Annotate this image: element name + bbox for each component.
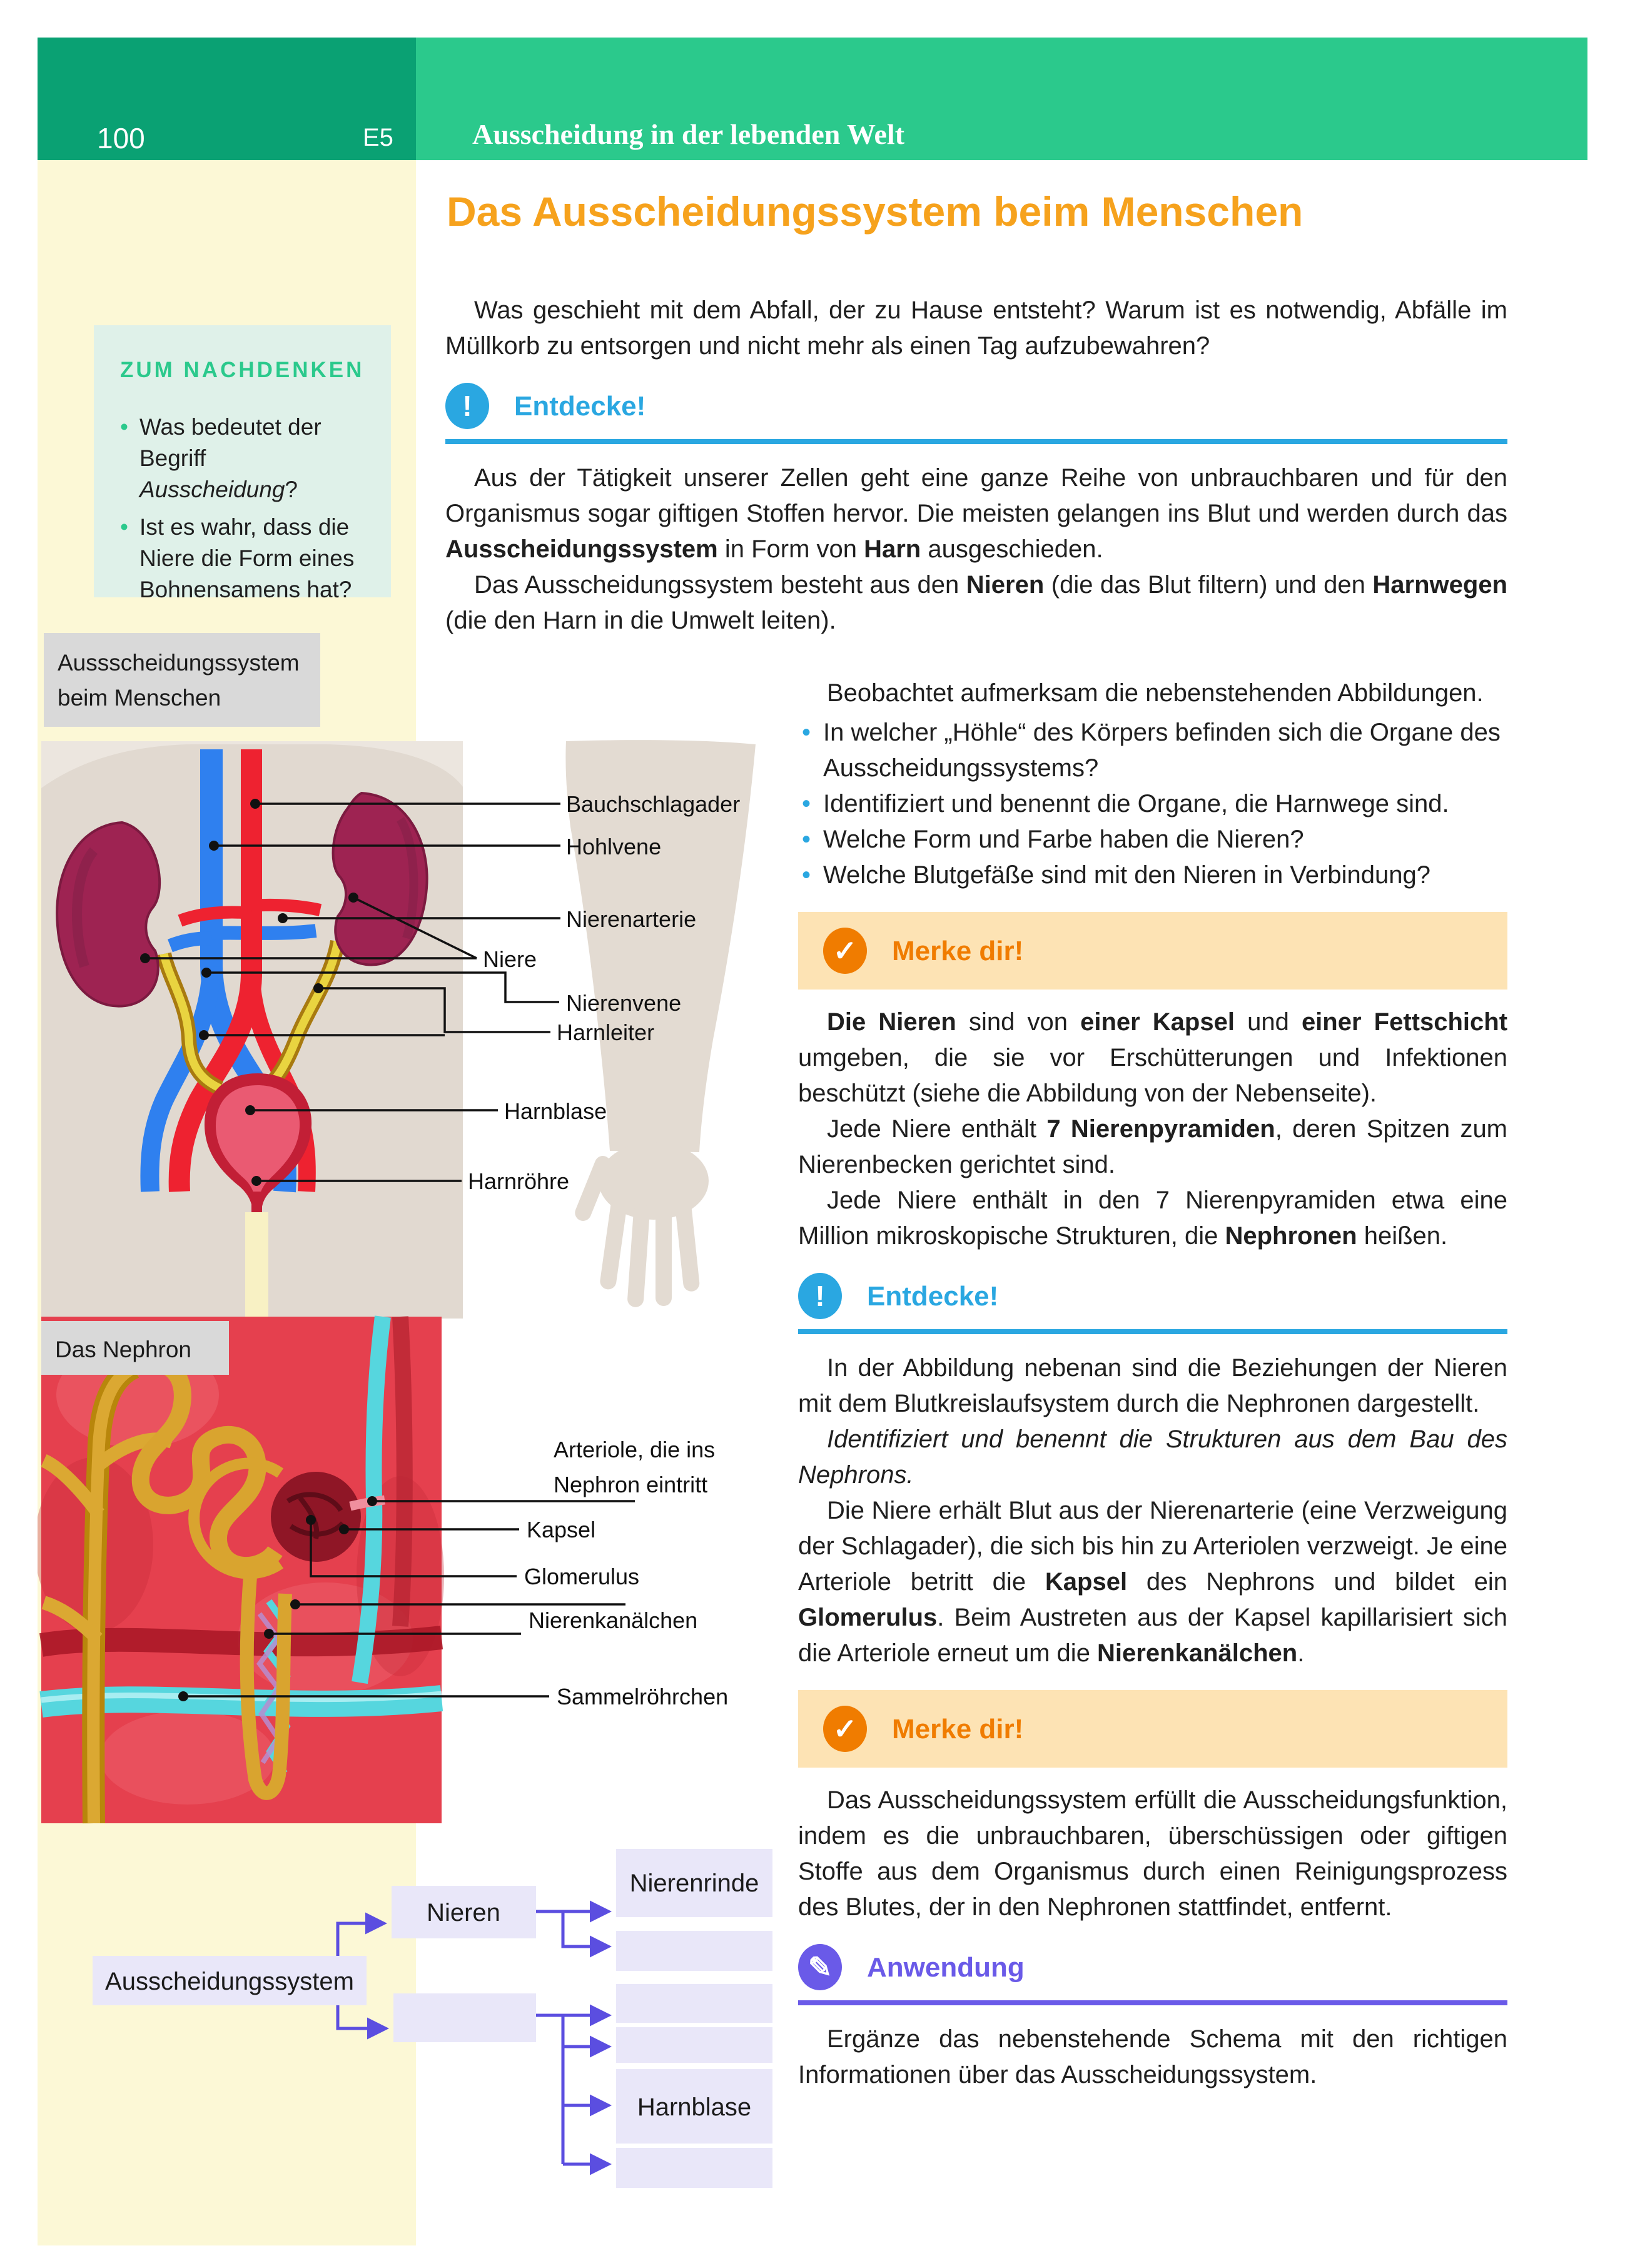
think-box-item <box>120 512 367 605</box>
label-nierenkanaelchen: Nierenkanälchen <box>529 1607 698 1633</box>
label-glomerulus: Glomerulus <box>524 1564 640 1589</box>
intro-paragraph: Was geschieht mit dem Abfall, der zu Hause entsteht? Warum ist es notwendig, Abfälle im Müllkorb zu entsorgen und nicht mehr als einen Tag aufzubewahren? <box>445 296 1507 360</box>
bullet-dot-icon: • <box>120 414 128 440</box>
header-dark-band <box>38 38 416 160</box>
question-text: In welcher „Höhle“ des Körpers befinden sich die Organe des Ausscheidungssystems? <box>823 719 1501 782</box>
merke-box <box>798 1690 1507 1768</box>
label-harnleiter: Harnleiter <box>557 1020 655 1045</box>
bullet-dot-icon: • <box>802 719 811 746</box>
figure-caption-line1: Aussscheidungssystem <box>58 650 300 676</box>
page-title: Das Ausscheidungssystem beim Menschen <box>447 188 1304 235</box>
entdecke-rule <box>798 1329 1507 1334</box>
label-bauchschlagader: Bauchschlagader <box>566 791 741 817</box>
body-paragraph: Ergänze das nebenstehende Schema mit den richtigen Informationen über das Ausscheidungssystem. <box>798 2025 1507 2088</box>
merke-box <box>798 912 1507 990</box>
think-box-title: ZUM NACHDENKEN <box>120 358 365 382</box>
pencil-icon: ✎ <box>798 1944 842 1990</box>
anwendung-section-header <box>798 1944 1507 1990</box>
question-list <box>798 715 1507 893</box>
glomerulus-ball <box>271 1472 361 1562</box>
label-harnroehre: Harnröhre <box>468 1168 570 1194</box>
exclamation-icon: ! <box>798 1273 842 1319</box>
schema-empty-box[interactable] <box>616 2027 772 2063</box>
label-sammelroehrchen: Sammelröhrchen <box>557 1684 729 1709</box>
think-box-item-text: Was bedeutet der Begriff Ausscheidung? <box>139 414 321 502</box>
body-paragraph: Das Ausscheidungssystem erfüllt die Ausscheidungsfunktion, indem es die unbrauchbaren, überschüssigen oder giftigen Stoffe aus dem Organismus durch einen Reinigungsprozess des Blutes, der in den Nephronen stattfindet, entfernt. <box>798 1786 1507 1921</box>
label-arteriole-line1: Arteriole, die ins <box>554 1437 716 1462</box>
question-text: Welche Blutgefäße sind mit den Nieren in Verbindung? <box>823 861 1430 889</box>
question-item <box>798 822 1507 858</box>
entdecke-section-header <box>445 383 1507 429</box>
figure-excretory-system <box>38 625 782 1351</box>
schema-root-label: Ausscheidungssystem <box>105 1968 354 1995</box>
schema-harnblase-label: Harnblase <box>637 2093 752 2121</box>
page-number: 100 <box>97 122 145 154</box>
schema-empty-box[interactable] <box>616 2148 772 2188</box>
question-text: Identifiziert und benennt die Organe, die Harnwege sind. <box>823 790 1449 818</box>
question-item <box>798 858 1507 893</box>
finger <box>675 1200 701 1292</box>
think-box <box>94 325 391 602</box>
check-icon: ✓ <box>823 928 867 974</box>
label-nierenvene: Nierenvene <box>566 990 682 1016</box>
schema-empty-box[interactable] <box>393 1993 536 2042</box>
merke-label: Merke dir! <box>892 935 1024 966</box>
merke-label: Merke dir! <box>892 1713 1024 1744</box>
anwendung-rule <box>798 2000 1507 2005</box>
bullet-dot-icon: • <box>802 826 811 853</box>
bullet-dot-icon: • <box>120 514 128 540</box>
entdecke-section-header <box>798 1273 1507 1319</box>
schema-arrow <box>338 1923 383 1956</box>
finger <box>599 1195 629 1290</box>
finger <box>627 1203 650 1307</box>
header-light-band <box>416 38 1587 160</box>
chapter-title: Ausscheidung in der lebenden Welt <box>472 118 905 150</box>
schema-arrow <box>563 1911 607 1947</box>
anwendung-label: Anwendung <box>867 1952 1025 1983</box>
exclamation-icon: ! <box>445 383 489 429</box>
schema-arrow <box>338 2005 385 2028</box>
bullet-dot-icon: • <box>802 790 811 818</box>
label-kapsel: Kapsel <box>527 1517 596 1542</box>
think-box-item-text: Ist es wahr, dass die Niere die Form eines Bohnensamens hat? <box>139 514 355 602</box>
question-text: Welche Form und Farbe haben die Nieren? <box>823 826 1304 853</box>
body-paragraph: In der Abbildung nebenan sind die Beziehungen der Nieren mit dem Blutkreislaufsystem durch die Nephronen dargestellt. <box>798 1354 1507 1417</box>
label-hohlvene: Hohlvene <box>566 834 662 859</box>
schema-nierenrinde-label: Nierenrinde <box>629 1870 759 1897</box>
schema-empty-box[interactable] <box>616 1984 772 2023</box>
main-text-column <box>798 676 1507 2093</box>
figure-caption: Das Nephron <box>55 1337 192 1362</box>
urethra <box>251 1192 262 1213</box>
bullet-dot-icon: • <box>802 861 811 889</box>
question-item <box>798 715 1507 786</box>
check-icon: ✓ <box>823 1706 867 1752</box>
intro-column <box>445 293 1507 639</box>
intro-paragraph: Aus der Tätigkeit unserer Zellen geht eine ganze Reihe von unbrauchbaren und für den Organismus sogar giftigen Stoffen hervor. Die meisten gelangen ins Blut und werden durch das Ausscheidungssystem in Form von Harn ausgeschieden. <box>445 464 1507 563</box>
entdecke-rule <box>445 439 1507 444</box>
label-arteriole-line2: Nephron eintritt <box>554 1472 708 1497</box>
schema-nieren-label: Nieren <box>427 1899 500 1926</box>
body-paragraph: Jede Niere enthält 7 Nierenpyramiden, deren Spitzen zum Nierenbecken gerichtet sind. <box>798 1115 1508 1178</box>
body-paragraph: Jede Niere enthält in den 7 Nierenpyramiden etwa eine Million mikroskopische Strukturen, die Nephronen heißen. <box>798 1187 1507 1250</box>
question-item <box>798 786 1507 822</box>
unit-code: E5 <box>363 124 393 151</box>
body-paragraph: Die Niere erhält Blut aus der Nierenarterie (eine Verzweigung der Schlagader), die sich bis hin zu Arteriolen verzweigt. Je eine Arteriole betritt die Kapsel des Nephrons und bildet ein Glomerulus. Beim Austreten aus der Kapsel kapillarisiert sich die Arteriole erneut um die Nierenkanälchen. <box>798 1497 1507 1667</box>
body-paragraph: Die Nieren sind von einer Kapsel und einer Fettschicht umgeben, die sie vor Erschütterungen und Infektionen beschützt (siehe die Abbildung von der Nebenseite). <box>798 1008 1508 1107</box>
schema-flowchart <box>88 1839 813 2202</box>
entdecke-label: Entdecke! <box>514 390 646 422</box>
body-paragraph: Beobachtet aufmerksam die nebenstehenden Abbildungen. <box>827 679 1484 707</box>
label-nierenarterie: Nierenarterie <box>566 906 697 932</box>
schema-empty-box[interactable] <box>616 1931 772 1971</box>
think-box-item <box>120 412 367 505</box>
dark-vessel-vertical <box>400 1317 405 1626</box>
label-niere: Niere <box>483 946 537 972</box>
label-harnblase: Harnblase <box>504 1098 607 1124</box>
figure-nephron <box>38 1314 782 1833</box>
figure-caption-box <box>44 633 320 727</box>
figure-caption-line2: beim Menschen <box>58 685 221 711</box>
finger <box>656 1206 672 1306</box>
entdecke-label: Entdecke! <box>867 1280 999 1312</box>
body-paragraph-italic: Identifiziert und benennt die Strukturen aus dem Bau des Nephrons. <box>798 1425 1507 1489</box>
urethra-canal <box>245 1212 268 1319</box>
intro-paragraph: Das Ausscheidungssystem besteht aus den Nieren (die das Blut filtern) und den Harnwegen (die den Harn in die Umwelt leiten). <box>445 571 1507 634</box>
